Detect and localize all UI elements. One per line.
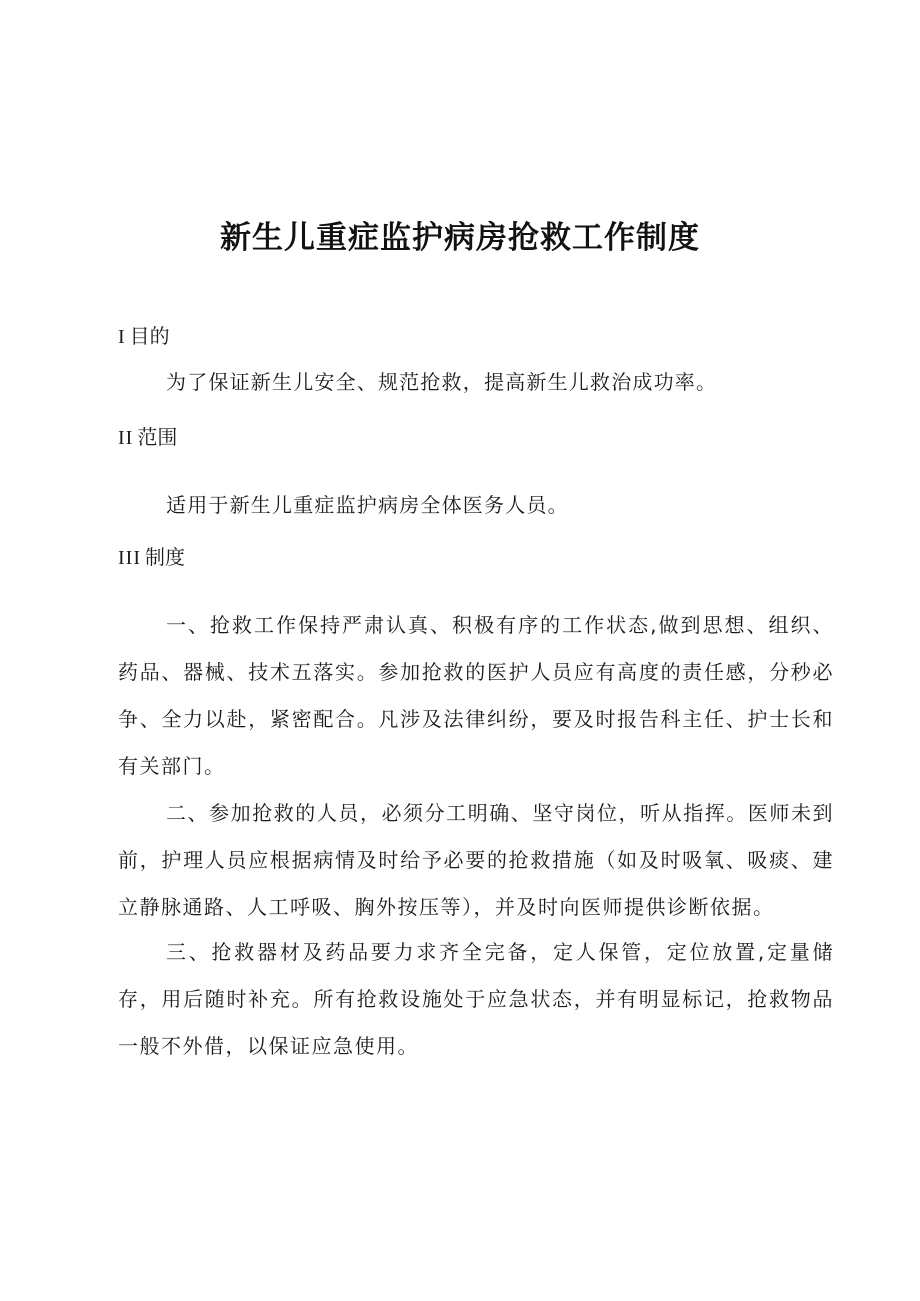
section-number: III: [118, 547, 141, 569]
section-number: I: [118, 326, 126, 348]
purpose-text: 为了保证新生儿安全、规范抢救，提高新生儿救治成功率。: [166, 370, 718, 394]
rule-paragraph-1: 一、抢救工作保持严肃认真、积极有序的工作状态,做到思想、组织、药品、器械、技术五落实。参加抢救的医护人员应有高度的责任感，分秒必争、全力以赴，紧密配合。凡涉及法律纠纷，要及时报告科主任、护士长和有关部门。: [118, 613, 834, 778]
section-heading-text: 制度: [144, 545, 185, 569]
rule-paragraph-3: 三、抢救器材及药品要力求齐全完备，定人保管，定位放置,定量储存，用后随时补充。所有抢救设施处于应急状态，并有明显标记，抢救物品一般不外借，以保证应急使用。: [118, 940, 834, 1058]
section-heading-text: 范围: [137, 425, 178, 449]
section-heading-rules: [118, 542, 185, 573]
scope-text: 适用于新生儿重症监护病房全体医务人员。: [166, 493, 569, 517]
document-title: 新生儿重症监护病房抢救工作制度: [220, 220, 700, 256]
section-heading-text: 目的: [129, 324, 170, 348]
section-heading-scope: [118, 422, 177, 453]
section-number: II: [118, 427, 134, 449]
section-heading-purpose: [118, 321, 170, 352]
rule-paragraph-2: 二、参加抢救的人员，必须分工明确、坚守岗位，听从指挥。医师未到前，护理人员应根据病情及时给予必要的抢救措施（如及时吸氧、吸痰、建立静脉通路、人工呼吸、胸外按压等），并及时向医师提供诊断依据。: [118, 801, 834, 919]
